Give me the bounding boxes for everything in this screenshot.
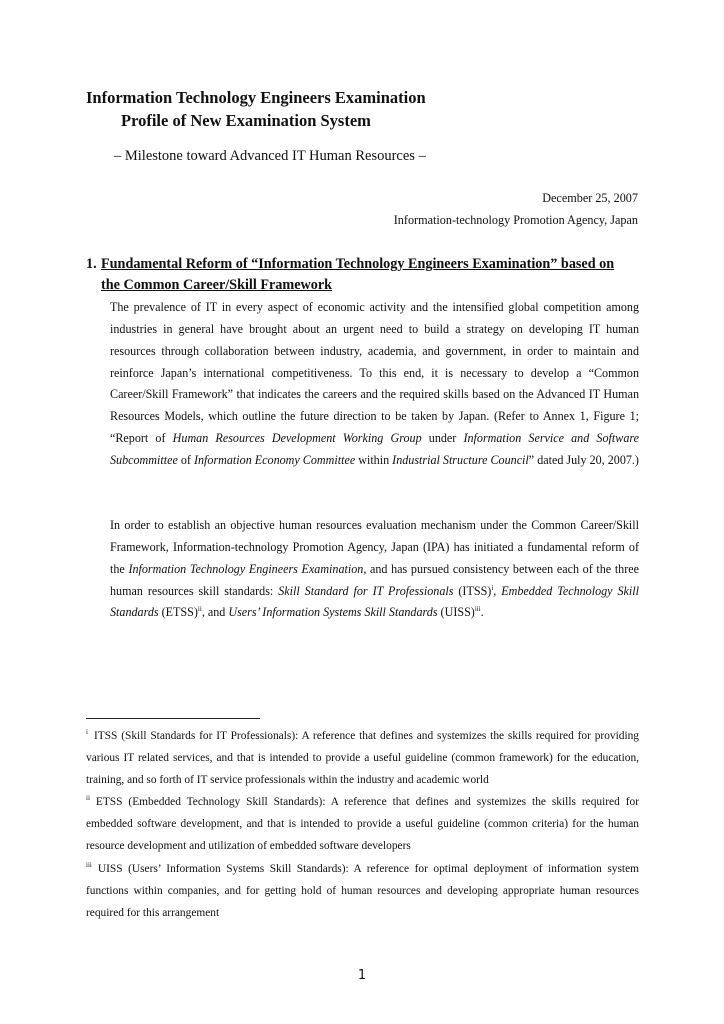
text-run: , and has pursued consistency between each of the three human resources skill standards:: [110, 561, 639, 598]
footnote-ref[interactable]: ii: [197, 605, 202, 614]
organization-name: Information-technology Promotion Agency, Japan: [393, 212, 638, 227]
footnote-mark: i: [86, 728, 88, 736]
document-meta: [394, 188, 638, 231]
footnote-text: ITSS (Skill Standards for IT Professionals): A reference that defines and systemizes the skills required for providing various IT related services, and that is intended to provide a useful guideline (common framework) for the education, training, and so forth of IT service professionals within the industry and academic world: [86, 730, 639, 787]
footnote-text: ETSS (Embedded Technology Skill Standards): A reference that defines and systemizes the skills required for embedded software development, and that is intended to provide a useful guideline (common criteria) for the human resource development and utilization of embedded software developers: [86, 796, 639, 853]
title-line-1: Information Technology Engineers Examination: [86, 88, 426, 107]
text-run: .: [480, 605, 484, 620]
italic-run: Information Economy Committee: [193, 452, 356, 467]
document-title: [86, 86, 426, 132]
subtitle: – Milestone toward Advanced IT Human Resources –: [114, 148, 426, 164]
italic-run: Human Resources Development Working Group: [172, 431, 422, 446]
footnote-item: [86, 725, 639, 791]
section-heading-line-2: the Common Career/Skill Framework: [101, 277, 333, 293]
text-run: ” dated July 20, 2007.): [528, 452, 639, 467]
section-1-heading: [86, 254, 639, 296]
text-run: (ETSS): [158, 605, 198, 620]
text-run: The prevalence of IT in every aspect of economic activity and the intensified global competition among industries in general have brought about an urgent need to build a strategy on developing IT human resources through collaboration between industry, academia, and government, in order to maintain and reinforce Japan’s international competitiveness. To this end, it is necessary to develop a “Common Career/Skill Framework” that indicates the careers and the required skills based on the Advanced IT Human Resources Models, which outline the future direction to be taken by Japan. (Refer to Annex 1, Figure 1; “Report of: [110, 300, 639, 446]
italic-run: Embedded Technology Skill Standards: [110, 583, 639, 620]
footnotes: [86, 725, 639, 924]
footnote-separator: [86, 718, 260, 719]
footnote-ref[interactable]: i: [491, 583, 494, 592]
text-run: In order to establish an objective human resources evaluation mechanism under the Common Career/Skill Framework, Information-technology Promotion Agency, Japan (IPA) has initiated a fundamental reform of the: [110, 518, 639, 576]
text-run: (UISS): [437, 605, 475, 620]
text-run: of: [177, 452, 194, 467]
text-run: within: [355, 452, 393, 467]
footnote-item: [86, 791, 639, 857]
section-1-paragraph-1: [110, 297, 639, 472]
page-number: 1: [357, 968, 367, 983]
section-heading-line-1: Fundamental Reform of “Information Technology Engineers Examination” based on: [101, 256, 615, 272]
italic-run: Industrial Structure Council: [392, 452, 529, 467]
section-number: 1.: [86, 256, 97, 272]
italic-run: Information Technology Engineers Examination: [128, 561, 364, 576]
footnote-ref[interactable]: iii: [474, 605, 481, 614]
footnote-mark: iii: [86, 860, 92, 869]
italic-run: Information Service and Software Subcommittee: [110, 431, 639, 467]
title-line-2: Profile of New Examination System: [121, 111, 371, 130]
italic-run: Users’ Information Systems Skill Standards: [228, 605, 438, 620]
text-run: under: [421, 431, 464, 446]
text-run: (ITSS): [453, 583, 492, 598]
footnote-text: UISS (Users’ Information Systems Skill Standards): A reference for optimal deployment of information system functions within companies, and for getting hold of human resources and developing appropriate human resources required for this arrangement: [86, 862, 639, 919]
footnote-item: [86, 858, 639, 924]
italic-run: Skill Standard for IT Professionals: [278, 583, 454, 598]
text-run: ,: [493, 583, 502, 598]
text-run: , and: [201, 605, 229, 620]
footnote-mark: ii: [86, 794, 90, 803]
document-date: December 25, 2007: [542, 191, 638, 205]
section-1-paragraph-2: [110, 515, 639, 624]
